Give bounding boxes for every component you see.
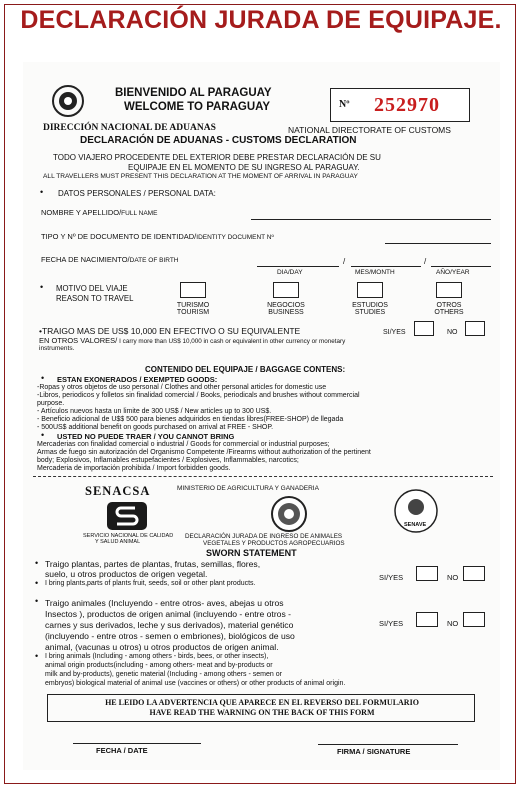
plants-no-label: NO [447, 573, 459, 582]
dob-year-field[interactable] [431, 266, 491, 267]
motive-tourism-checkbox[interactable] [180, 282, 206, 298]
welcome-es: BIENVENIDO AL PARAGUAY [115, 87, 272, 99]
exempt-bullet: • [41, 373, 45, 383]
signature-field[interactable] [318, 744, 458, 745]
dob-sep-1: / [343, 257, 346, 266]
animals-en-line: animal origin products(including - among others- meat and by-products or [45, 662, 273, 669]
dob-label: FECHA DE NACIMIENTO/DATE OF BIRTH [41, 255, 179, 264]
paraguay-seal-icon [270, 495, 308, 533]
warning-box [47, 694, 475, 722]
cash-line-1: •TRAIGO MAS DE US$ 10,000 EN EFECTIVO O SU EQUIVALENTE [39, 326, 301, 336]
animals-yes-checkbox[interactable] [416, 612, 438, 627]
exempt-line: - 500US$ additional benefit on goods purchased on arrival at FREE - SHOP. [37, 424, 274, 431]
personal-heading: DATOS PERSONALES / PERSONAL DATA: [58, 189, 216, 198]
serial-number: 252970 [374, 94, 440, 116]
sworn-statement: SWORN STATEMENT [206, 548, 297, 558]
cash-no-checkbox[interactable] [465, 321, 485, 336]
form-title: DECLARACIÓN DE ADUANAS - CUSTOMS DECLARATION [80, 135, 357, 146]
plants-es-line: Traigo plantas, partes de plantas, frutas, semillas, flores, [45, 559, 261, 569]
motive-label-es: MOTIVO DEL VIAJE [56, 284, 128, 293]
motive-business-label: NEGOCIOS BUSINESS [267, 302, 305, 316]
senacsa-sub-1: SERVICIO NACIONAL DE CALIDAD [83, 533, 174, 539]
motive-label-en: REASON TO TRAVEL [56, 294, 134, 303]
cannot-line: Mercaderias con finalidad comercial o industrial / Goods for commercial or industrial purposes; [37, 441, 330, 448]
motive-others-checkbox[interactable] [436, 282, 462, 298]
animals-es-line: Traigo animales (Incluyendo - entre otros- aves, abejas u otros [45, 598, 284, 608]
motive-bullet: • [40, 282, 44, 292]
cannot-heading: USTED NO PUEDE TRAER / YOU CANNOT BRING [57, 432, 235, 441]
cash-line-3: instruments. [39, 345, 75, 352]
cash-yes-label: SI/YES [383, 329, 406, 336]
intro-line-2: EQUIPAJE EN EL MOMENTO DE SU INGRESO AL PARAGUAY. [128, 163, 360, 172]
animals-en-line: embryos) biological material of animal use (vaccines or others) or other products of animal origin. [45, 680, 346, 687]
agri-decl-2: VEGETALES Y PRODUCTOS AGROPECUARIOS [203, 540, 345, 547]
customs-logo [51, 84, 85, 118]
warning-line-1: HE LEIDO LA ADVERTENCIA QUE APARECE EN EL REVERSO DEL FORMULARIO [105, 698, 419, 707]
animals-es-line: (incluyendo - entre otros - semen o embriones), biológicos de uso [45, 631, 295, 641]
cash-yes-checkbox[interactable] [414, 321, 434, 336]
motive-others-label: OTROS OTHERS [434, 302, 464, 316]
animals-no-checkbox[interactable] [463, 612, 485, 627]
dob-day-field[interactable] [257, 266, 339, 267]
serial-label: Nº [339, 99, 350, 110]
exempt-line: -Libros, periodicos y folletos sin finalidad comercial / Books, periodicals and brushes without commercial [37, 392, 360, 399]
senacsa-logo [107, 502, 147, 530]
plants-no-checkbox[interactable] [463, 566, 485, 581]
dob-sep-2: / [424, 257, 427, 266]
animals-no-label: NO [447, 619, 459, 628]
intro-line-3: ALL TRAVELLERS MUST PRESENT THIS DECLARATION AT THE MOMENT OF ARRIVAL IN PARAGUAY [43, 173, 358, 180]
declaration-form [23, 62, 500, 770]
cannot-line: body; Explosivos, Inflamables estupefacientes / Explosives, Inflammables, narcotics; [37, 457, 299, 464]
dob-day-caption: DIA/DAY [277, 269, 303, 276]
agri-decl-1: DECLARACIÓN JURADA DE INGRESO DE ANIMALES [185, 533, 343, 540]
serial-box [330, 88, 470, 122]
contents-heading: CONTENIDO DEL EQUIPAJE / BAGGAGE CONTENS: [145, 365, 346, 374]
intro-line-1: TODO VIAJERO PROCEDENTE DEL EXTERIOR DEBE PRESTAR DECLARACIÓN DE SU [53, 153, 381, 162]
plants-en-line: I bring plants,parts of plants fruit, seeds, soil or other plant products. [45, 580, 256, 587]
motive-studies-label: ESTUDIOS STUDIES [352, 302, 388, 316]
exempt-line: - Beneficio adicional de U$$ 500 para bienes adquiridos en tiendas libres(FREE-SHOP) de llegada [37, 416, 344, 423]
agency-es: DIRECCIÓN NACIONAL DE ADUANAS [43, 123, 216, 133]
motive-business-checkbox[interactable] [273, 282, 299, 298]
senave-label: SENAVE [404, 522, 427, 528]
animals-es-line: Insectos ), productos de origen animal (incluyendo - entre otros - [45, 609, 292, 619]
signature-caption: FIRMA / SIGNATURE [337, 747, 411, 756]
cannot-bullet: • [41, 430, 45, 440]
plants-bullet: • [35, 558, 39, 568]
exempt-line: purpose. [37, 400, 65, 407]
date-field[interactable] [73, 743, 201, 744]
doc-label: TIPO Y Nº DE DOCUMENTO DE IDENTIDAD/IDENTITY DOCUMENT Nº [41, 232, 274, 241]
cash-no-label: NO [447, 329, 458, 336]
ministry-label: MINISTERIO DE AGRICULTURA Y GANADERIA [177, 485, 319, 492]
welcome-en: WELCOME TO PARAGUAY [124, 101, 271, 113]
animals-es-line: carnes y sus derivados, leche y sus derivados), material genético [45, 620, 294, 630]
cannot-line: Mercaderia de importación prohibida / Import forbidden goods. [37, 465, 231, 472]
plants-en-bullet: • [35, 578, 39, 588]
doc-field[interactable] [385, 243, 491, 244]
cash-line-2: EN OTROS VALORES/ I carry more than US$ 10,000 in cash or equivalent in other currency or monetary [39, 336, 346, 345]
plants-yes-checkbox[interactable] [416, 566, 438, 581]
animals-en-line: milk and by-products), genetic material (Including - among others - semen or [45, 671, 282, 678]
exempt-line: -Ropas y otros objetos de uso personal / Clothes and other personal articles for domestic use [37, 384, 327, 391]
senacsa-title: SENACSA [85, 484, 151, 498]
motive-tourism-label: TURISMO TOURISM [176, 302, 210, 316]
exempt-heading: ESTAN EXONERADOS / EXEMPTED GOODS: [57, 375, 218, 384]
animals-en-line: I bring animals (Including - among others - birds, bees, or other insects), [45, 653, 269, 660]
animals-en-bullet: • [35, 651, 39, 661]
date-caption: FECHA / DATE [96, 746, 148, 755]
plants-yes-label: SI/YES [379, 573, 404, 582]
warning-line-2: HAVE READ THE WARNING ON THE BACK OF THIS FORM [149, 708, 375, 717]
name-field[interactable] [251, 219, 491, 220]
dob-year-caption: AÑO/YEAR [436, 269, 470, 276]
exempt-line: - Artículos nuevos hasta un limite de 300 US$ / New articles up to 300 US$. [37, 408, 272, 415]
section-divider [33, 476, 493, 477]
cannot-line: Armas de fuego sin autorización del Organismo Competente /Firearms without authorization of the pertinent [37, 449, 371, 456]
name-label: NOMBRE Y APELLIDO/FULL NAME [41, 208, 158, 217]
motive-studies-checkbox[interactable] [357, 282, 383, 298]
personal-bullet: • [40, 187, 44, 197]
plants-es-line: suelo, u otros productos de origen vegetal. [45, 569, 208, 579]
animals-es-line: animal, (vacunas u otros) u otros productos de origen animal. [45, 642, 279, 652]
dob-month-caption: MES/MONTH [355, 269, 395, 276]
agency-en: NATIONAL DIRECTORATE OF CUSTOMS [288, 125, 451, 135]
animals-bullet: • [35, 596, 39, 606]
dob-month-field[interactable] [351, 266, 421, 267]
page-title: DECLARACIÓN JURADA DE EQUIPAJE. [20, 6, 502, 34]
animals-yes-label: SI/YES [379, 619, 404, 628]
senacsa-sub-2: Y SALUD ANIMAL [95, 539, 141, 545]
